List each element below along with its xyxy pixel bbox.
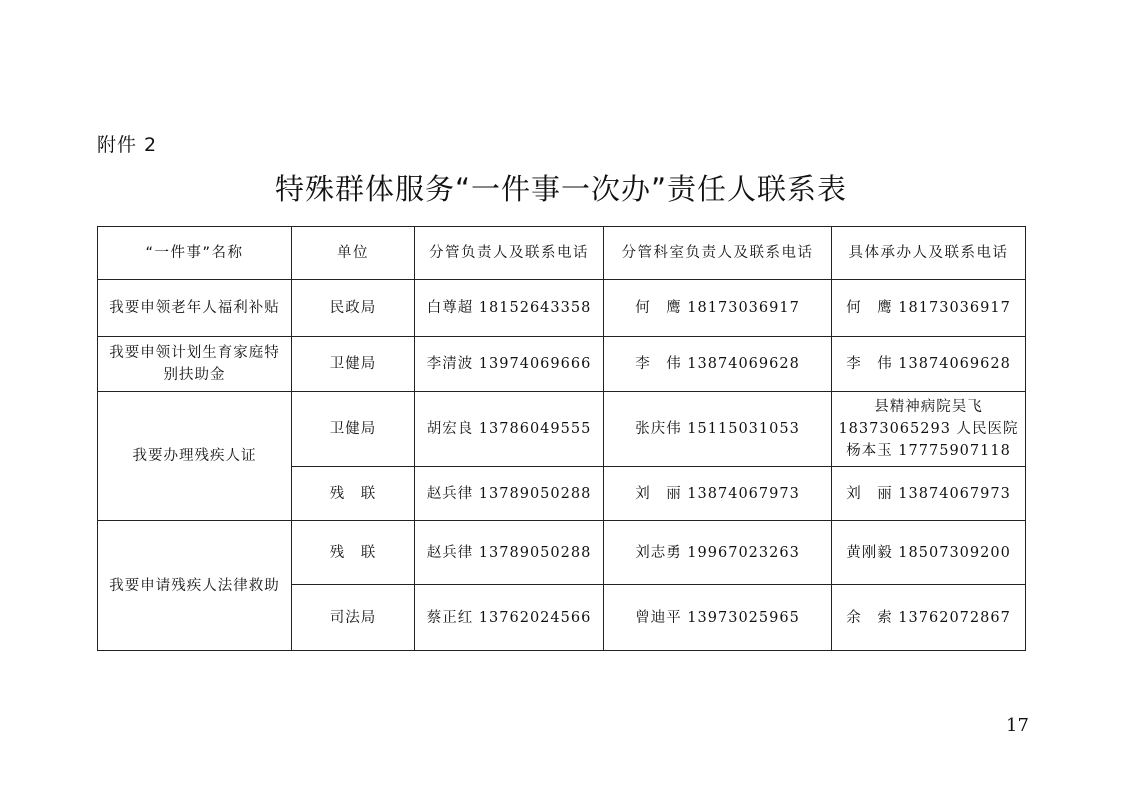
office-head-cell: 何 鹰 18173036917 — [604, 280, 832, 337]
office-head-cell: 曾迪平 13973025965 — [604, 585, 832, 651]
leader-cell: 李清波 13974069666 — [415, 337, 604, 392]
page-number: 17 — [1006, 715, 1029, 736]
handler-cell: 何 鹰 18173036917 — [832, 280, 1026, 337]
leader-cell: 白尊超 18152643358 — [415, 280, 604, 337]
unit-cell: 司法局 — [292, 585, 415, 651]
table-header-row — [98, 227, 1026, 280]
contact-table — [97, 226, 1026, 651]
header-leader: 分管负责人及联系电话 — [415, 227, 604, 280]
handler-cell: 余 索 13762072867 — [832, 585, 1026, 651]
handler-cell: 县精神病院吴飞 18373065293 人民医院杨本玉 17775907118 — [832, 392, 1026, 467]
office-head-cell: 张庆伟 15115031053 — [604, 392, 832, 467]
matter-name-cell: 我要申领老年人福利补贴 — [98, 280, 292, 337]
table-row — [98, 392, 1026, 467]
unit-cell: 残 联 — [292, 521, 415, 585]
header-handler: 具体承办人及联系电话 — [832, 227, 1026, 280]
table-row — [98, 337, 1026, 392]
table-row — [98, 280, 1026, 337]
matter-name-cell: 我要申领计划生育家庭特别扶助金 — [98, 337, 292, 392]
header-matter-name: “一件事”名称 — [98, 227, 292, 280]
unit-cell: 民政局 — [292, 280, 415, 337]
header-unit: 单位 — [292, 227, 415, 280]
leader-cell: 赵兵律 13789050288 — [415, 467, 604, 521]
office-head-cell: 刘 丽 13874067973 — [604, 467, 832, 521]
header-office-head: 分管科室负责人及联系电话 — [604, 227, 832, 280]
attachment-label: 附件 2 — [97, 134, 158, 156]
leader-cell: 蔡正红 13762024566 — [415, 585, 604, 651]
table-row — [98, 521, 1026, 585]
office-head-cell: 李 伟 13874069628 — [604, 337, 832, 392]
handler-cell: 刘 丽 13874067973 — [832, 467, 1026, 521]
unit-cell: 残 联 — [292, 467, 415, 521]
handler-cell: 李 伟 13874069628 — [832, 337, 1026, 392]
matter-name-cell: 我要办理残疾人证 — [98, 392, 292, 521]
matter-name-cell: 我要申请残疾人法律救助 — [98, 521, 292, 651]
leader-cell: 胡宏良 13786049555 — [415, 392, 604, 467]
office-head-cell: 刘志勇 19967023263 — [604, 521, 832, 585]
document-title: 特殊群体服务“一件事一次办”责任人联系表 — [274, 172, 848, 206]
leader-cell: 赵兵律 13789050288 — [415, 521, 604, 585]
unit-cell: 卫健局 — [292, 337, 415, 392]
unit-cell: 卫健局 — [292, 392, 415, 467]
handler-cell: 黄刚毅 18507309200 — [832, 521, 1026, 585]
